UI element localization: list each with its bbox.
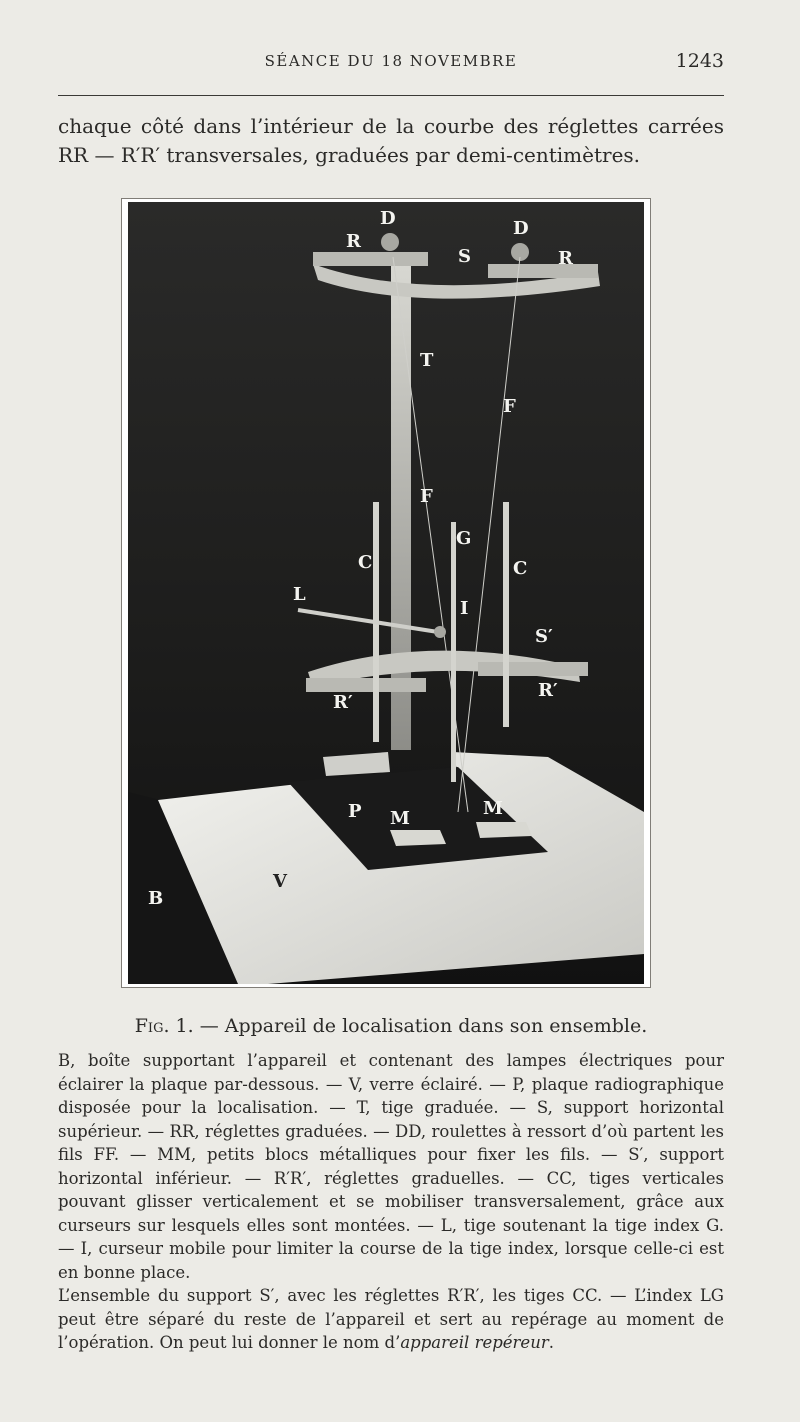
- legend-paragraph-2: [58, 1284, 724, 1355]
- label-m1: M: [390, 808, 410, 829]
- label-f2: F: [420, 486, 433, 507]
- label-d1: D: [380, 208, 396, 229]
- header-rule: [58, 95, 724, 96]
- label-b: B: [148, 888, 164, 909]
- apparatus-photograph: [128, 202, 644, 984]
- figure-caption: [58, 1015, 724, 1037]
- legend-paragraph-2-start: L’ensemble du support S′, avec les réglettes R′R′, les tiges CC. — L’index LG peut être séparé du reste de l’appareil et sert au repérage au moment de l’opération. On peut lui donner le nom d’: [58, 1286, 724, 1352]
- page-header: [58, 50, 724, 80]
- intro-paragraph: [58, 112, 724, 170]
- label-m2: M: [483, 798, 503, 819]
- page-number: 1243: [675, 50, 724, 72]
- label-v: V: [273, 871, 287, 892]
- caption-text: — Appareil de localisation dans son ensemble.: [193, 1015, 648, 1037]
- intro-text: chaque côté dans l’intérieur de la courbe des réglettes carrées RR — R′R′ transversales, graduées par demi-centimètres.: [58, 114, 724, 167]
- photo-drawing: [128, 202, 644, 984]
- label-g: G: [456, 528, 472, 549]
- label-c1: C: [358, 552, 373, 573]
- figure-legend: [58, 1049, 724, 1355]
- label-i: I: [460, 598, 469, 619]
- label-t: T: [420, 350, 434, 371]
- label-p: P: [348, 801, 362, 822]
- running-title: SÉANCE DU 18 NOVEMBRE: [264, 52, 518, 70]
- label-r-prime1: R′: [333, 692, 353, 713]
- label-r1: R: [346, 231, 361, 252]
- label-f1: F: [503, 396, 516, 417]
- legend-paragraph-2-end: .: [548, 1333, 554, 1352]
- label-r2: R: [558, 248, 573, 269]
- legend-paragraph-1: B, boîte supportant l’appareil et contenant des lampes électriques pour éclairer la plaque par-dessous. — V, verre éclairé. — P, plaque radiographique disposée pour la localisation. — T, tige graduée. — S, support horizontal supérieur. — RR, réglettes graduées. — DD, roulettes à ressort d’où partent les fils FF. — MM, petits blocs métalliques pour fixer les fils. — S′, support horizontal inférieur. — R′R′, réglettes graduelles. — CC, tiges verticales pouvant glisser verticalement et se mobiliser transversalement, grâce aux curseurs sur lesquels elles sont montées. — L, tige soutenant la tige index G. — I, curseur mobile pour limiter la course de la tige index, lorsque celle-ci est en bonne place.: [58, 1051, 724, 1282]
- label-r-prime2: R′: [538, 680, 558, 701]
- label-d2: D: [513, 218, 529, 239]
- label-s-prime: S′: [535, 626, 553, 647]
- label-l: L: [293, 584, 306, 605]
- label-s: S: [458, 246, 471, 267]
- label-c2: C: [513, 558, 528, 579]
- legend-paragraph-2-italic: appareil repéreur: [400, 1333, 549, 1352]
- caption-prefix: Fig. 1.: [134, 1015, 194, 1037]
